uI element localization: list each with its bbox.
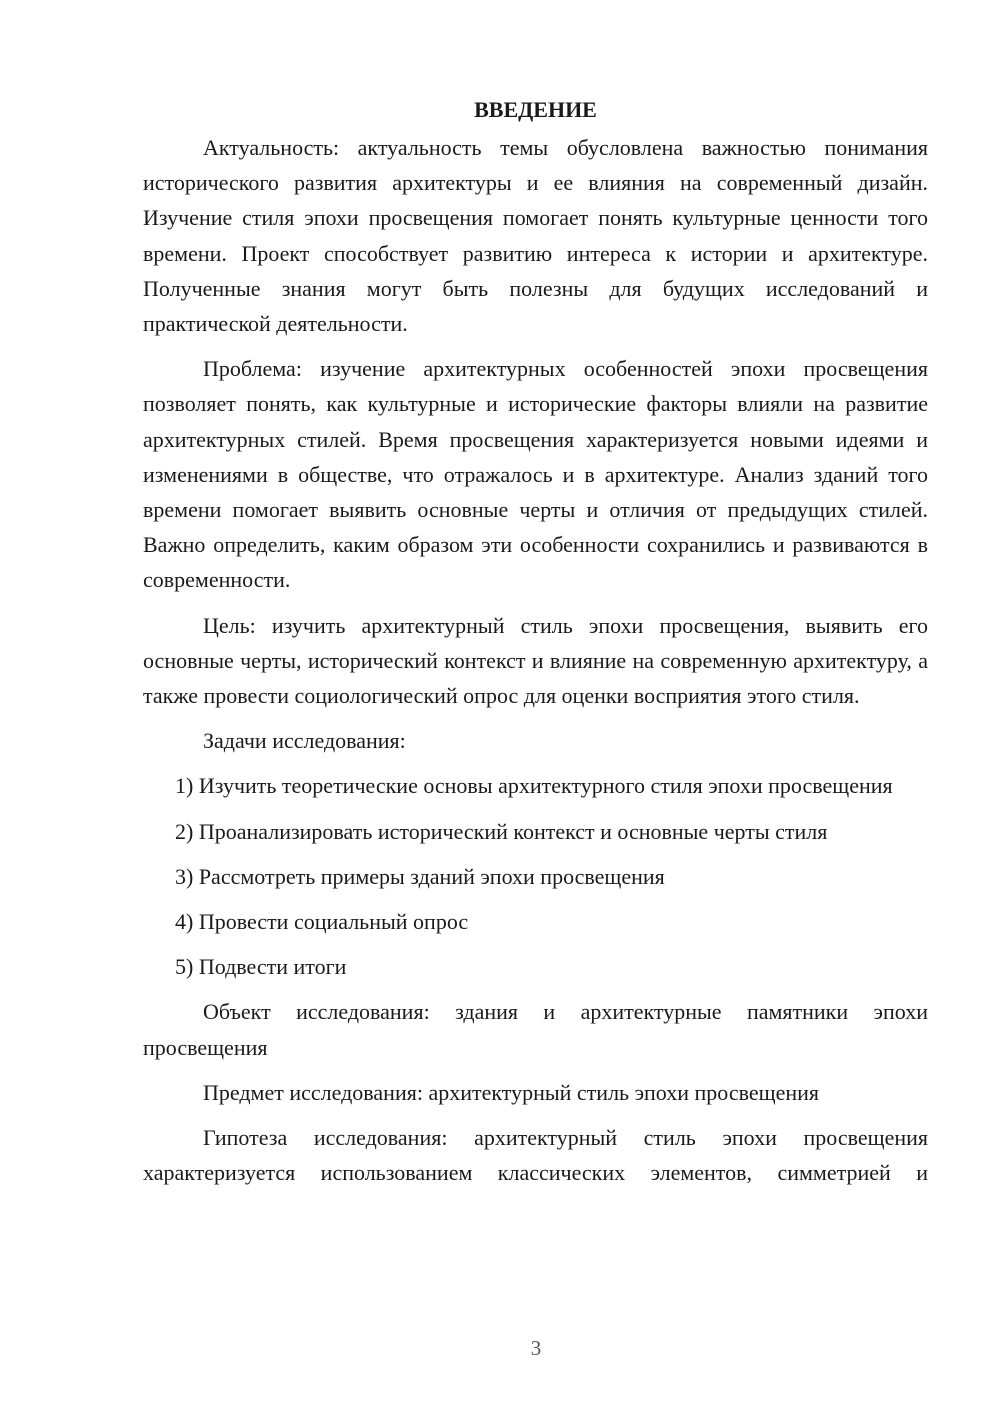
task-item-4: 4) Провести социальный опрос (175, 909, 469, 935)
task-item-1: 1) Изучить теоретические основы архитектурного стиля эпохи просвещения (175, 773, 893, 799)
document-page (143, 90, 928, 1190)
page-number: 3 (530, 1336, 542, 1360)
task-item-3: 3) Рассмотреть примеры зданий эпохи просвещения (175, 863, 665, 889)
paragraph-tasks-heading: Задачи исследования: (203, 728, 406, 754)
task-item-2: 2) Проанализировать исторический контекст и основные черты стиля (175, 818, 828, 844)
paragraph-goal: Цель: изучить архитектурный стиль эпохи просвещения, выявить его основные черты, исторический контекст и влияние на современную архитектуру, а также провести социологический опрос для оценки восприятия этого стиля. (143, 612, 928, 709)
paragraph-hypothesis: Гипотеза исследования: архитектурный стиль эпохи просвещения характеризуется использованием классических элементов, симметрией и (143, 1125, 928, 1186)
paragraph-subject: Предмет исследования: архитектурный стиль эпохи просвещения (203, 1079, 819, 1105)
paragraph-problem: Проблема: изучение архитектурных особенностей эпохи просвещения позволяет понять, как культурные и исторические факторы влияли на развитие архитектурных стилей. Время просвещения характеризуется новыми идеями и изменениями в обществе, что отражалось и в архитектуре. Анализ зданий того времени помогает выявить основные черты и отличия от предыдущих стилей. Важно определить, каким образом эти особенности сохранились и развиваются в современности. (143, 356, 928, 593)
section-title: ВВЕДЕНИЕ (474, 97, 597, 122)
task-item-5: 5) Подвести итоги (175, 954, 347, 980)
paragraph-object: Объект исследования: здания и архитектурные памятники эпохи просвещения (143, 999, 928, 1060)
paragraph-relevance: Актуальность: актуальность темы обусловлена важностью понимания исторического развития архитектуры и ее влияния на современный дизайн. Изучение стиля эпохи просвещения помогает понять культурные ценности того времени. Проект способствует развитию интереса к истории и архитектуре. Полученные знания могут быть полезны для будущих исследований и практической деятельности. (143, 135, 928, 337)
